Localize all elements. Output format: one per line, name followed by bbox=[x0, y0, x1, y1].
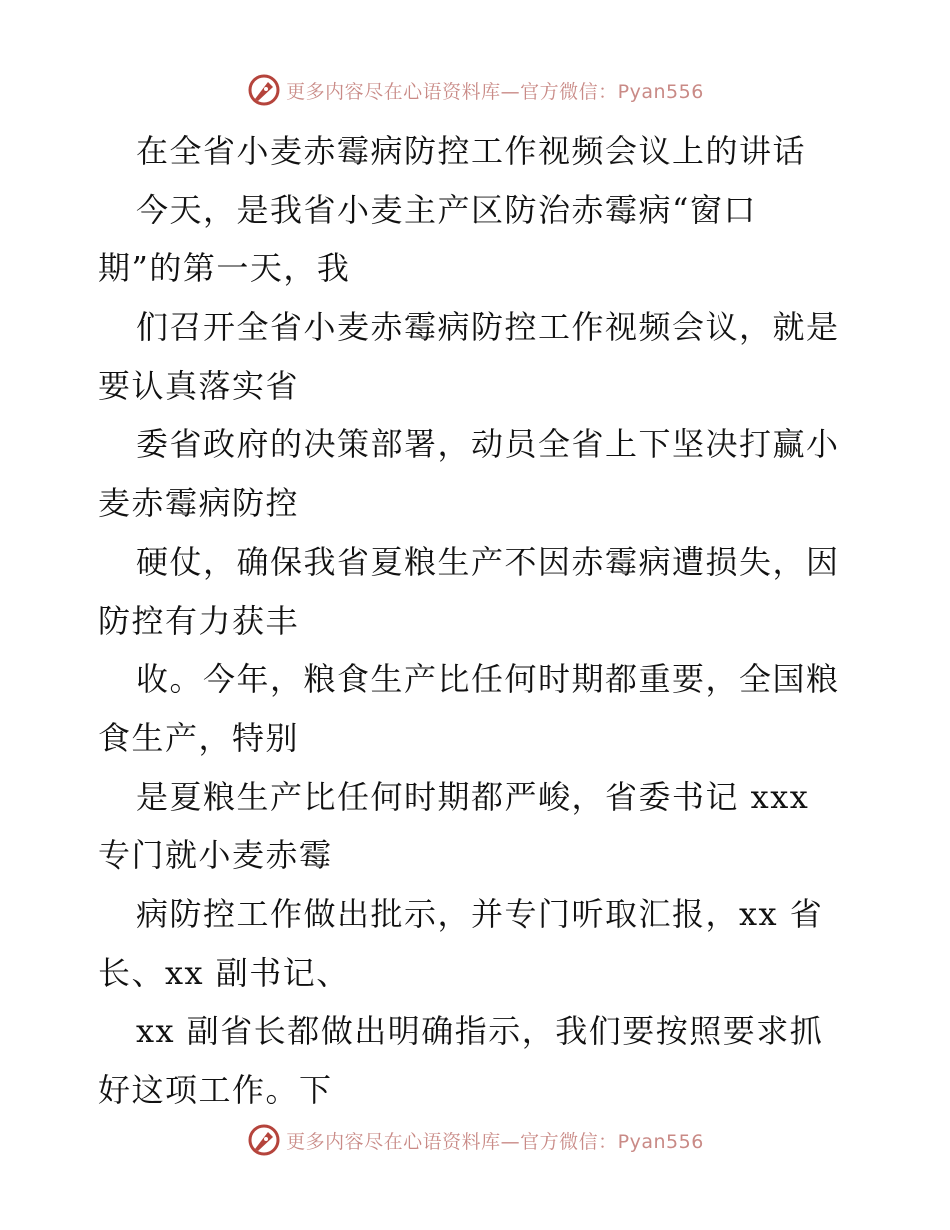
banner-text: 更多内容尽在心语资料库—官方微信：Pyan556 bbox=[286, 1130, 704, 1153]
text-line: 防控有力获丰 bbox=[98, 601, 300, 640]
text-line: 食生产，特别 bbox=[98, 718, 300, 757]
text-line: 病防控工作做出批示，并专门听取汇报，xx 省 bbox=[136, 894, 824, 933]
pen-nib-logo-icon bbox=[246, 72, 282, 108]
text-line: 今天，是我省小麦主产区防治赤霉病“窗口 bbox=[136, 190, 757, 229]
document-title: 在全省小麦赤霉病防控工作视频会议上的讲话 bbox=[136, 132, 807, 170]
text-line: 好这项工作。下 bbox=[98, 1071, 333, 1109]
text-line: 硬仗，确保我省夏粮生产不因赤霉病遭损失，因 bbox=[136, 542, 840, 581]
text-line: 专门就小麦赤霉 bbox=[98, 836, 333, 875]
text-line: 长、xx 副书记、 bbox=[98, 953, 350, 992]
text-line: 收。今年，粮食生产比任何时期都重要，全国粮 bbox=[136, 660, 840, 699]
text-line: xx 副省长都做出明确指示，我们要按照要求抓 bbox=[136, 1012, 824, 1051]
header-banner bbox=[0, 70, 950, 110]
text-line: 们召开全省小麦赤霉病防控工作视频会议，就是 bbox=[136, 308, 840, 347]
banner-text: 更多内容尽在心语资料库—官方微信：Pyan556 bbox=[286, 80, 704, 103]
text-line: 委省政府的决策部署，动员全省上下坚决打赢小 bbox=[136, 425, 840, 464]
document-body bbox=[98, 122, 858, 1120]
pen-nib-logo-icon bbox=[246, 1122, 282, 1158]
text-line: 麦赤霉病防控 bbox=[98, 484, 300, 523]
text-line: 是夏粮生产比任何时期都严峻，省委书记 xxx bbox=[136, 777, 810, 816]
text-line: 要认真落实省 bbox=[98, 366, 300, 405]
footer-banner bbox=[0, 1120, 950, 1160]
text-line: 期”的第一天，我 bbox=[98, 249, 351, 288]
